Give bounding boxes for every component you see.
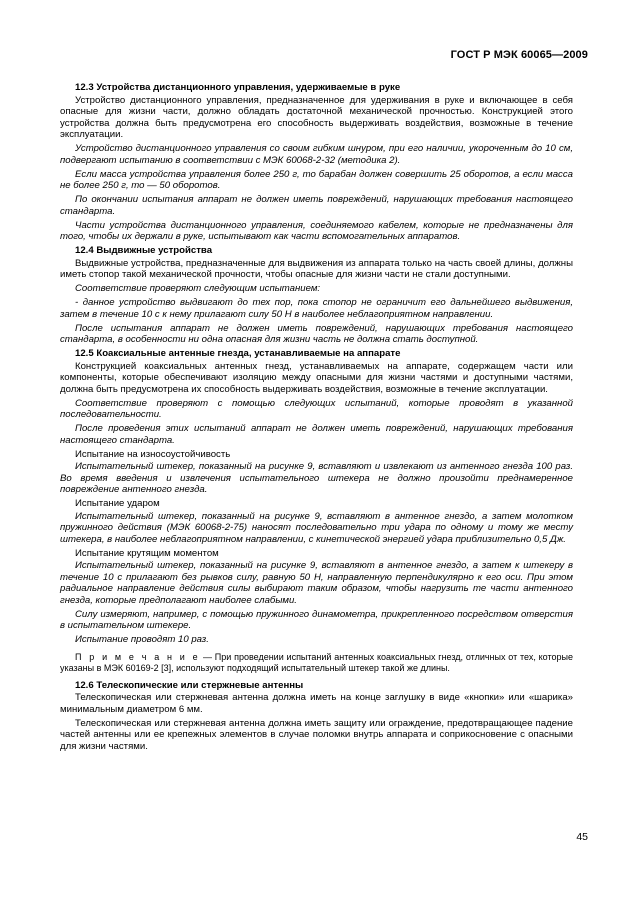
section-12-3-paragraph-4: По окончании испытания аппарат не должен иметь повреждений, нарушающих требования настоящего стандарта. [60,194,573,217]
section-12-4-paragraph-4: После испытания аппарат не должен иметь повреждений, нарушающих требования настоящего стандарта, в особенности ни одна опасная для жизни часть не должна стать доступной. [60,322,573,345]
test-repetition-text: Испытание проводят 10 раз. [75,634,209,645]
impact-test-label: Испытание ударом [75,498,160,509]
force-measurement-text: Силу измеряют, например, с помощью пружинного динамометра, прикрепленного посредством отверстия в испытательном штекере. [60,608,573,631]
note-text: — При проведении испытаний антенных коаксиальных гнезд, отличных от тех, которые указаны в МЭК 60169-2 [3], используют подходящий испытательный штекер такой же длины. [60,651,573,673]
section-12-4-paragraph-3: - данное устройство выдвигают до тех пор, пока стопор не ограничит его дальнейшего выдвижения, затем в течение 10 с к нему прилагают силу 50 Н в наиболее неблагоприятном направлении. [60,297,573,320]
section-12-3-title: 12.3 Устройства дистанционного управления, удерживаемые в руке [75,82,401,93]
standard-header: ГОСТ Р МЭК 60065—2009 [450,49,588,61]
section-12-4-paragraph-2: Соответствие проверяют следующим испытанием: [75,283,321,294]
wear-test-text: Испытательный штекер, показанный на рисунке 9, вставляют и извлекают из антенного гнезда 100 раз. Во время введения и извлечения испытательного штекера не должно произойти преднамеренное повреждение антенного гнезда. [60,461,573,495]
page-number: 45 [576,831,588,843]
impact-test-text: Испытательный штекер, показанный на рисунке 9, вставляют в антенное гнездо, а затем молотком пружинного действия (МЭК 60068-2-75) наносят последовательно три удара по одному и тому же месту штекера, в наиболее неблагоприятном направлении, с кинетической энергией удара приблизительно 0,5 Дж. [60,510,573,545]
section-12-5-title: 12.5 Коаксиальные антенные гнезда, устанавливаемые на аппарате [75,348,401,359]
note [60,652,573,674]
section-12-4-paragraph-1: Выдвижные устройства, предназначенные для выдвижения из аппарата только на часть своей длины, должны иметь стопор такой механической прочности, чтобы опасные для жизни части не стали доступными. [60,257,573,280]
torque-test-label: Испытание крутящим моментом [75,547,219,559]
torque-test-text: Испытательный штекер, показанный на рисунке 9, вставляют в антенное гнездо, а затем к штекеру в течение 10 с прилагают без рывков силу, равную 50 Н, направленную перпендикулярно к его оси. При этом радиальное направление действия силы выбирают таким образом, чтобы нагрузить те части антенного гнезда, которые предполагают наиболее слабыми. [60,560,573,606]
wear-test-label: Испытание на износоустойчивость [75,448,231,460]
section-12-5-paragraph-3: После проведения этих испытаний аппарат не должен иметь повреждений, нарушающих требования настоящего стандарта. [60,423,573,446]
page-content [60,82,573,755]
section-12-6-paragraph-2: Телескопическая или стержневая антенна должна иметь защиту или ограждение, предотвращающее падение частей антенны или ее крепежных элементов в случае поломки внутрь аппарата и соприкосновение с опасными для жизни частями. [60,717,573,752]
section-12-6-paragraph-1: Телескопическая или стержневая антенна должна иметь на конце заглушку в виде «кнопки» или «шарика» минимальным диаметром 6 мм. [60,692,573,715]
note-label: П р и м е ч а н и е [75,651,201,662]
section-12-3-paragraph-1: Устройство дистанционного управления, предназначенное для удерживания в руке и включающее в себя опасные для жизни части, должно обладать достаточной механической прочностью. Конструкцией этого устройства должна быть предусмотрена его способность выдерживать воздействия, возможные в течение эксплуатации. [60,94,573,140]
section-12-3-paragraph-3: Если масса устройства управления более 250 г, то барабан должен совершить 25 оборотов, а если масса не более 250 г, то — 50 оборотов. [60,168,573,191]
section-12-6-title: 12.6 Телескопические или стержневые антенны [75,679,304,691]
section-12-3-paragraph-5: Части устройства дистанционного управления, соединяемого кабелем, которые не предназначены для того, чтобы их держали в руке, испытывают как части вспомогательных аппаратов. [60,219,573,242]
section-12-3-paragraph-2: Устройство дистанционного управления со своим гибким шнуром, при его наличии, укороченным до 10 см, подвергают испытанию в соответствии с МЭК 60068-2-32 (методика 2). [60,143,573,166]
section-12-4-title: 12.4 Выдвижные устройства [75,245,213,256]
section-12-5-paragraph-1: Конструкцией коаксиальных антенных гнезд, устанавливаемых на аппарате, содержащем части или компоненты, которые обеспечивают изоляцию между опасными для жизни частями и доступными частями, должна быть предусмотрена их способность выдерживать воздействия, возможные в течение эксплуатации. [60,360,573,395]
section-12-5-paragraph-2: Соответствие проверяют с помощью следующих испытаний, которые проводят в указанной последовательности. [60,397,573,420]
